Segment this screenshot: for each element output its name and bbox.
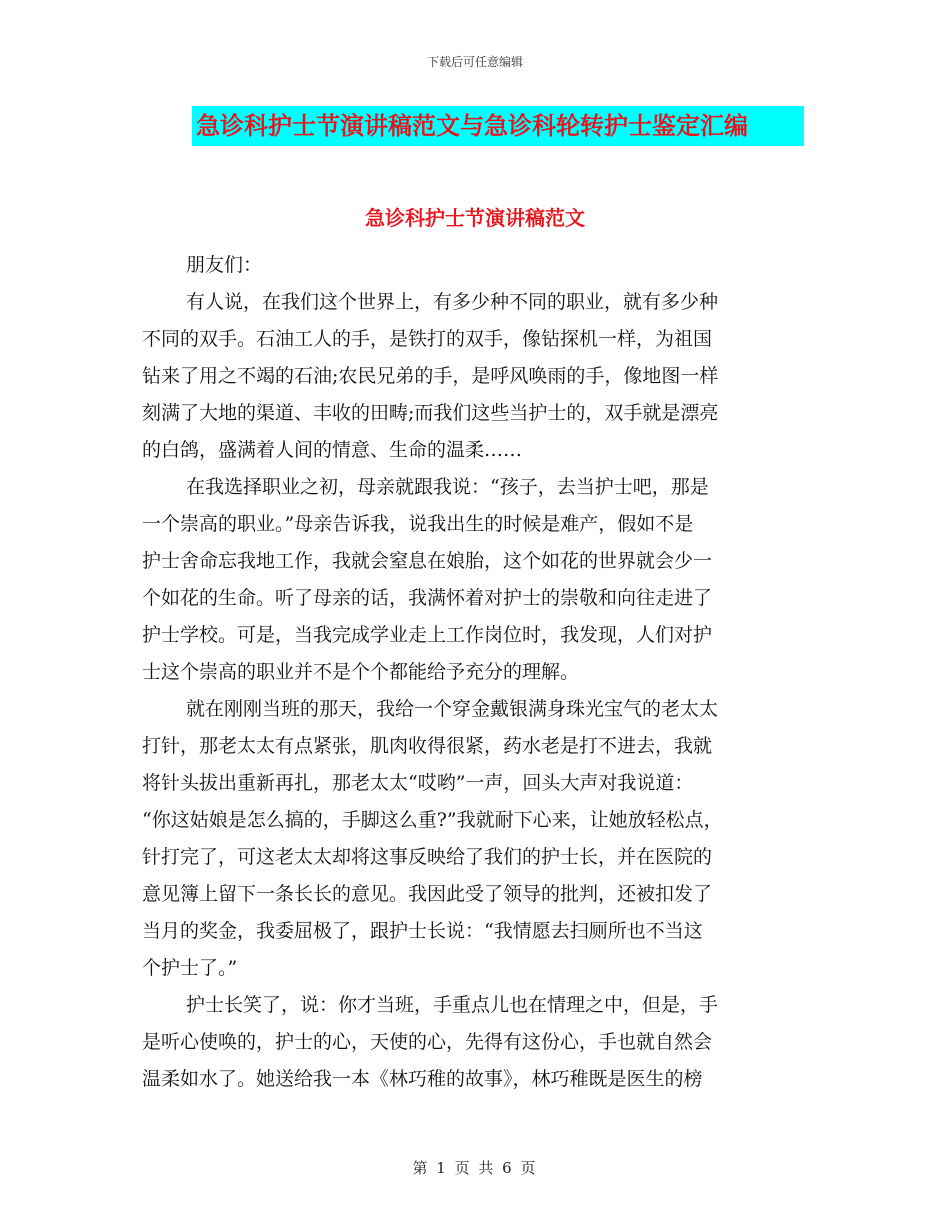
text-line: 打针，那老太太有点紧张，肌肉收得很紧，药水老是打不进去，我就 bbox=[142, 735, 713, 757]
text-line: 将针头拔出重新再扎，那老太太“哎哟”一声，回头大声对我说道： bbox=[142, 772, 694, 794]
text-line: 个如花的生命。听了母亲的话，我满怀着对护士的崇敬和向往走进了 bbox=[142, 587, 713, 609]
text-line: 就在刚刚当班的那天，我给一个穿金戴银满身珠光宝气的老太太 bbox=[186, 698, 719, 720]
section-title: 急诊科护士节演讲稿范文 bbox=[365, 206, 585, 230]
text-line: 士这个崇高的职业并不是个个都能给予充分的理解。 bbox=[142, 661, 580, 683]
text-line: 护士长笑了，说：你才当班，手重点儿也在情理之中，但是，手 bbox=[186, 994, 719, 1016]
text-line: 当月的奖金，我委屈极了，跟护士长说：“我情愿去扫厕所也不当这 bbox=[142, 920, 703, 942]
main-title: 急诊科护士节演讲稿范文与急诊科轮转护士鉴定汇编 bbox=[196, 112, 748, 140]
text-line: 意见簿上留下一条长长的意见。我因此受了领导的批判，还被扣发了 bbox=[142, 883, 713, 905]
main-title-highlight bbox=[192, 106, 804, 146]
text-line: 不同的双手。石油工人的手，是铁打的双手，像钻探机一样，为祖国 bbox=[142, 328, 713, 350]
body-text bbox=[142, 247, 810, 1117]
text-line: 刻满了大地的渠道、丰收的田畴;而我们这些当护士的，双手就是漂亮 bbox=[142, 402, 719, 424]
text-line: “你这姑娘是怎么搞的，手脚这么重?”我就耐下心来，让她放轻松点， bbox=[142, 809, 723, 831]
salutation: 朋友们： bbox=[186, 254, 263, 276]
page-number: 第 1 页 共 6 页 bbox=[412, 1159, 538, 1177]
text-line: 针打完了，可这老太太却将这事反映给了我们的护士长，并在医院的 bbox=[142, 846, 713, 868]
text-line: 护士学校。可是，当我完成学业走上工作岗位时，我发现，人们对护 bbox=[142, 624, 713, 646]
text-line: 护士舍命忘我地工作，我就会窒息在娘胎，这个如花的世界就会少一 bbox=[142, 550, 713, 572]
text-line: 的白鸽，盛满着人间的情意、生命的温柔…… bbox=[142, 439, 523, 461]
text-line: 温柔如水了。她送给我一本《林巧稚的故事》，林巧稚既是医生的榜 bbox=[142, 1068, 703, 1090]
text-line: 一个崇高的职业。”母亲告诉我，说我出生的时候是难产，假如不是 bbox=[142, 513, 694, 535]
header-note: 下载后可任意编辑 bbox=[426, 55, 523, 69]
text-line: 有人说，在我们这个世界上，有多少种不同的职业，就有多少种 bbox=[186, 291, 719, 313]
text-line: 钻来了用之不竭的石油;农民兄弟的手，是呼风唤雨的手，像地图一样 bbox=[142, 365, 719, 387]
text-line: 是听心使唤的，护士的心，天使的心，先得有这份心，手也就自然会 bbox=[142, 1031, 713, 1053]
text-line: 个护士了。” bbox=[142, 957, 238, 979]
text-line: 在我选择职业之初，母亲就跟我说：“孩子，去当护士吧，那是 bbox=[186, 476, 709, 498]
